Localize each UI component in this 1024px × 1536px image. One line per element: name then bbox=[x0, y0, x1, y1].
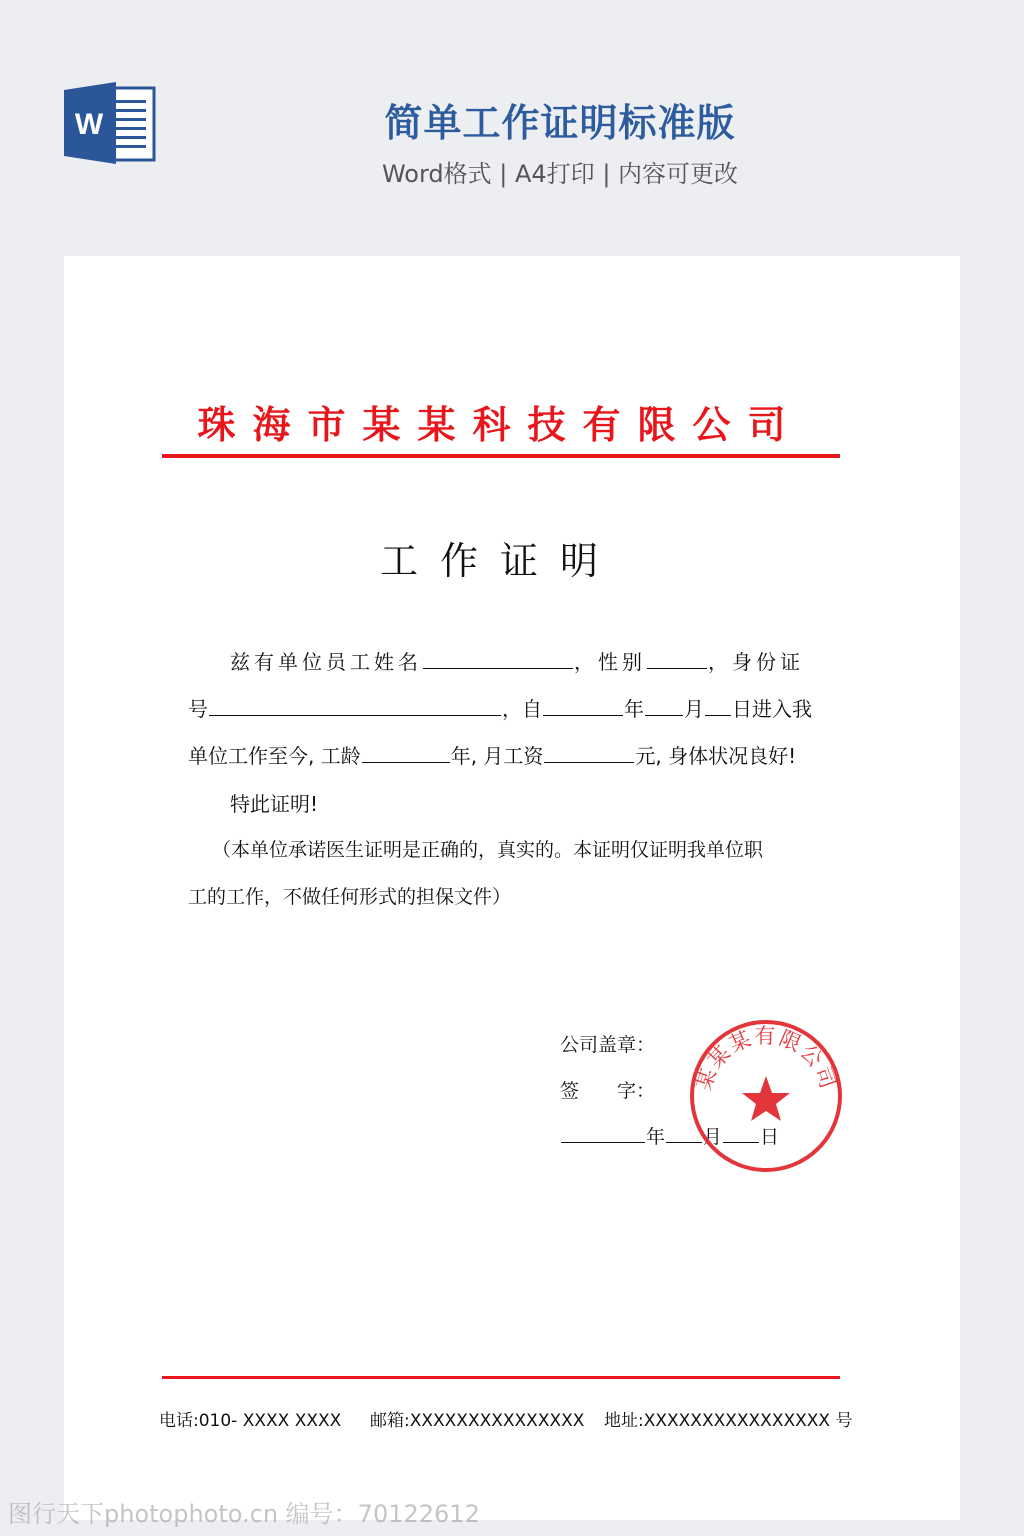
seniority-blank[interactable] bbox=[362, 742, 450, 763]
company-seal-label: 公司盖章： bbox=[560, 1034, 656, 1056]
signature-label bbox=[560, 1076, 655, 1103]
watermark: 图行天下photophoto.cn 编号：70122612 bbox=[8, 1500, 480, 1528]
start-year-label: 年 bbox=[624, 697, 644, 721]
start-day-label: 日进入我 bbox=[732, 697, 812, 721]
seniority-label: 单位工作至今, 工龄 bbox=[188, 744, 361, 768]
body-line-3 bbox=[188, 742, 834, 770]
start-month-blank[interactable] bbox=[645, 695, 683, 716]
gender-blank[interactable] bbox=[647, 648, 707, 669]
footer-email: 邮箱:XXXXXXXXXXXXXXX bbox=[370, 1411, 585, 1431]
start-month-label: 月 bbox=[684, 697, 704, 721]
word-document-icon bbox=[64, 82, 156, 164]
company-letterhead: 珠海市某某科技有限公司 bbox=[197, 402, 803, 447]
stamp-text: 某某某有限公司 bbox=[691, 1024, 841, 1094]
name-label: 兹有单位员工姓名 bbox=[230, 650, 422, 674]
document-title: 工作证明 bbox=[379, 539, 620, 583]
footer-address: 地址:XXXXXXXXXXXXXXXX 号 bbox=[604, 1411, 853, 1431]
gender-label: ，性别 bbox=[574, 650, 646, 674]
body-line-2 bbox=[188, 695, 834, 723]
start-year-blank[interactable] bbox=[543, 695, 623, 716]
sign-month-label: 月 bbox=[703, 1126, 723, 1148]
sign-day-label: 日 bbox=[760, 1126, 780, 1148]
disclaimer-line-1: （本单位承诺医生证明是正确的，真实的。本证明仅证明我单位职 bbox=[212, 839, 764, 861]
sign-year-label: 年 bbox=[646, 1126, 666, 1148]
document-page bbox=[64, 256, 960, 1520]
signature-label-b: 字： bbox=[617, 1080, 656, 1102]
start-label: ，自 bbox=[502, 697, 542, 721]
salary-blank[interactable] bbox=[544, 742, 634, 763]
id-number-blank[interactable] bbox=[209, 695, 501, 716]
footer-divider bbox=[162, 1376, 840, 1379]
signature-label-a: 签 bbox=[560, 1080, 580, 1102]
health-statement: 元, 身体状况良好! bbox=[635, 744, 797, 768]
company-stamp-icon bbox=[686, 1016, 846, 1176]
id-label-a: ，身份证 bbox=[708, 650, 804, 674]
letterhead-divider bbox=[162, 454, 840, 458]
header-subtitle: Word格式 | A4打印 | 内容可更改 bbox=[381, 160, 739, 188]
disclaimer-line-2: 工的工作，不做任何形式的担保文件） bbox=[188, 886, 512, 908]
sign-year-blank[interactable] bbox=[561, 1122, 645, 1143]
header-title: 简单工作证明标准版 bbox=[384, 101, 736, 145]
body-line-1 bbox=[188, 648, 876, 676]
start-day-blank[interactable] bbox=[705, 695, 731, 716]
id-label-b: 号 bbox=[188, 697, 208, 721]
salary-label: 年, 月工资 bbox=[450, 744, 544, 768]
footer-phone: 电话:010- XXXX XXXX bbox=[159, 1411, 342, 1431]
certification-line: 特此证明! bbox=[230, 792, 319, 816]
word-icon-letter: W bbox=[74, 108, 104, 141]
name-blank[interactable] bbox=[423, 648, 573, 669]
